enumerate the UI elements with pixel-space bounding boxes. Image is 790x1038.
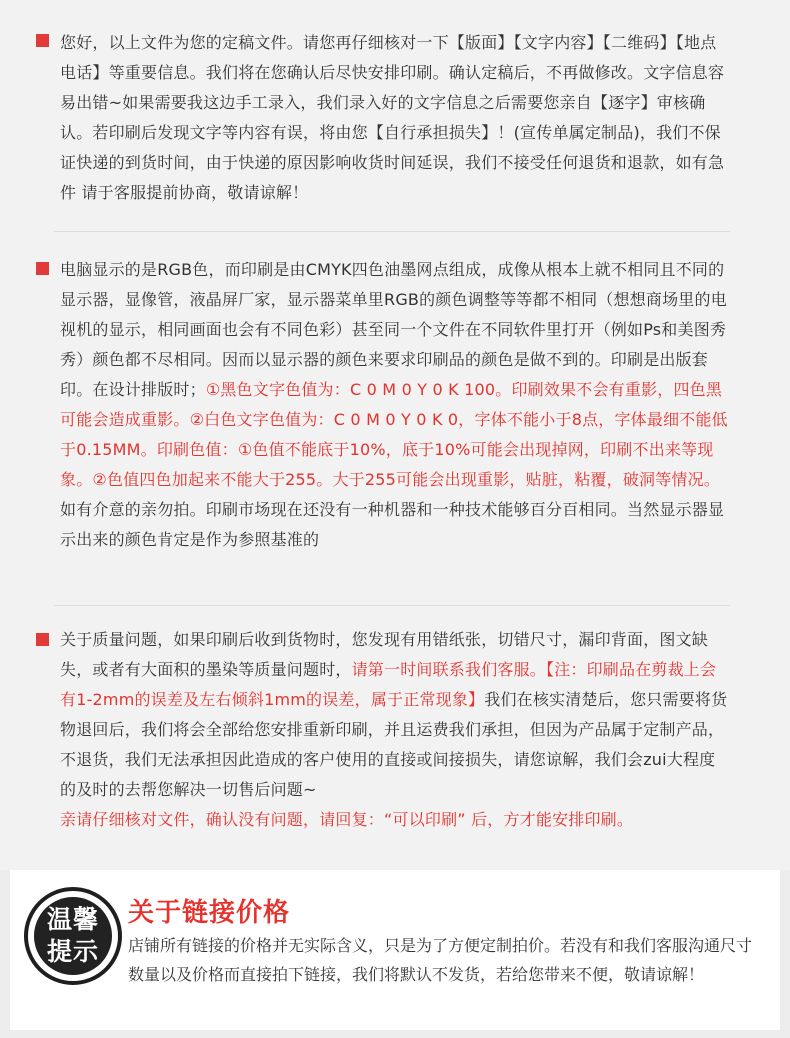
badge-line-1: 温馨 <box>46 905 99 934</box>
notice-paragraph-2 <box>60 255 728 555</box>
tip-title: 关于链接价格 <box>128 898 291 928</box>
notice-2-color-values: ①黑色文字色值为：C 0 M 0 Y 0 K 100。印刷效果不会有重影，四色黑可能会造成重影。②白色文字色值为：C 0 M 0 Y 0 K 0，字体不能小于8点，字体最细不能低于0.15MM。印刷色值：①色值不能底于10%，底于10%可能会出现掉网，印刷不出来等现象。②色值四色加起来不能大于255。大于255可能会出现重影，贴脏，粘覆，破洞等情况。 <box>60 380 728 489</box>
notice-3-confirm-note: 亲请仔细核对文件，确认没有问题，请回复：“可以印刷” 后，方才能安排印刷。 <box>60 810 634 829</box>
divider <box>54 605 730 606</box>
notice-paragraph-3 <box>60 625 728 835</box>
divider <box>54 231 730 232</box>
badge-inner <box>34 897 112 975</box>
notice-1-text: 您好，以上文件为您的定稿文件。请您再仔细核对一下【版面】【文字内容】【二维码】【地点电话】等重要信息。我们将在您确认后尽快安排印刷。确认定稿后，不再做修改。文字信息容易出错~如果需要我这边手工录入，我们录入好的文字信息之后需要您亲自【逐字】审核确认。若印刷后发现文字等内容有误，将由您【自行承担损失】！(宣传单属定制品)，我们不保证快递的到货时间，由于快递的原因影响收货时间延误，我们不接受任何退货和退款，如有急件 请于客服提前协商，敬请谅解！ <box>60 33 725 202</box>
notice-3-text-end: 我们在核实清楚后，您只需要将货物退回后，我们将会全部给您安排重新印刷，并且运费我们承担，但因为产品属于定制产品，不退货，我们无法承担因此造成的客户使用的直接或间接损失，请您谅解，我们会zui大程度的及时的去帮您解决一切售后问题~ <box>60 690 728 799</box>
red-square-bullet-icon <box>36 34 49 47</box>
tip-body: 店铺所有链接的价格并无实际含义，只是为了方便定制拍价。若没有和我们客服沟通尺寸数量以及价格而直接拍下链接，我们将默认不发货，若给您带来不便，敬请谅解！ <box>128 936 753 984</box>
warm-tip-badge-icon <box>24 887 122 985</box>
notice-2-text-end: 如有介意的亲勿拍。印刷市场现在还没有一种机器和一种技术能够百分百相同。当然显示器显示出来的颜色肯定是作为参照基准的 <box>60 500 725 549</box>
badge-line-2: 提示 <box>46 937 99 966</box>
notice-paragraph-1 <box>60 28 728 208</box>
notice-3-contact-note: 请第一时间联系我们客服。【注：印刷品在剪裁上会有1-2mm的误差及左右倾斜1mm的误差，属于正常现象】 <box>60 660 717 709</box>
notice-2-text: 电脑显示的是RGB色，而印刷是由CMYK四色油墨网点组成，成像从根本上就不相同且不同的显示器，显像管，液晶屏厂家，显示器菜单里RGB的颜色调整等等都不相同（想想商场里的电视机的显示，相同画面也会有不同色彩）甚至同一个文件在不同软件里打开（例如Ps和美图秀秀）颜色都不尽相同。因而以显示器的颜色来要求印刷品的颜色是做不到的。印刷是出版套印。在设计排版时； <box>60 260 727 399</box>
red-square-bullet-icon <box>36 633 49 646</box>
tip-panel <box>10 870 780 1030</box>
red-square-bullet-icon <box>36 262 49 275</box>
notice-3-text: 关于质量问题，如果印刷后收到货物时，您发现有用错纸张，切错尺寸，漏印背面，图文缺失，或者有大面积的墨染等质量问题时， <box>60 630 709 679</box>
